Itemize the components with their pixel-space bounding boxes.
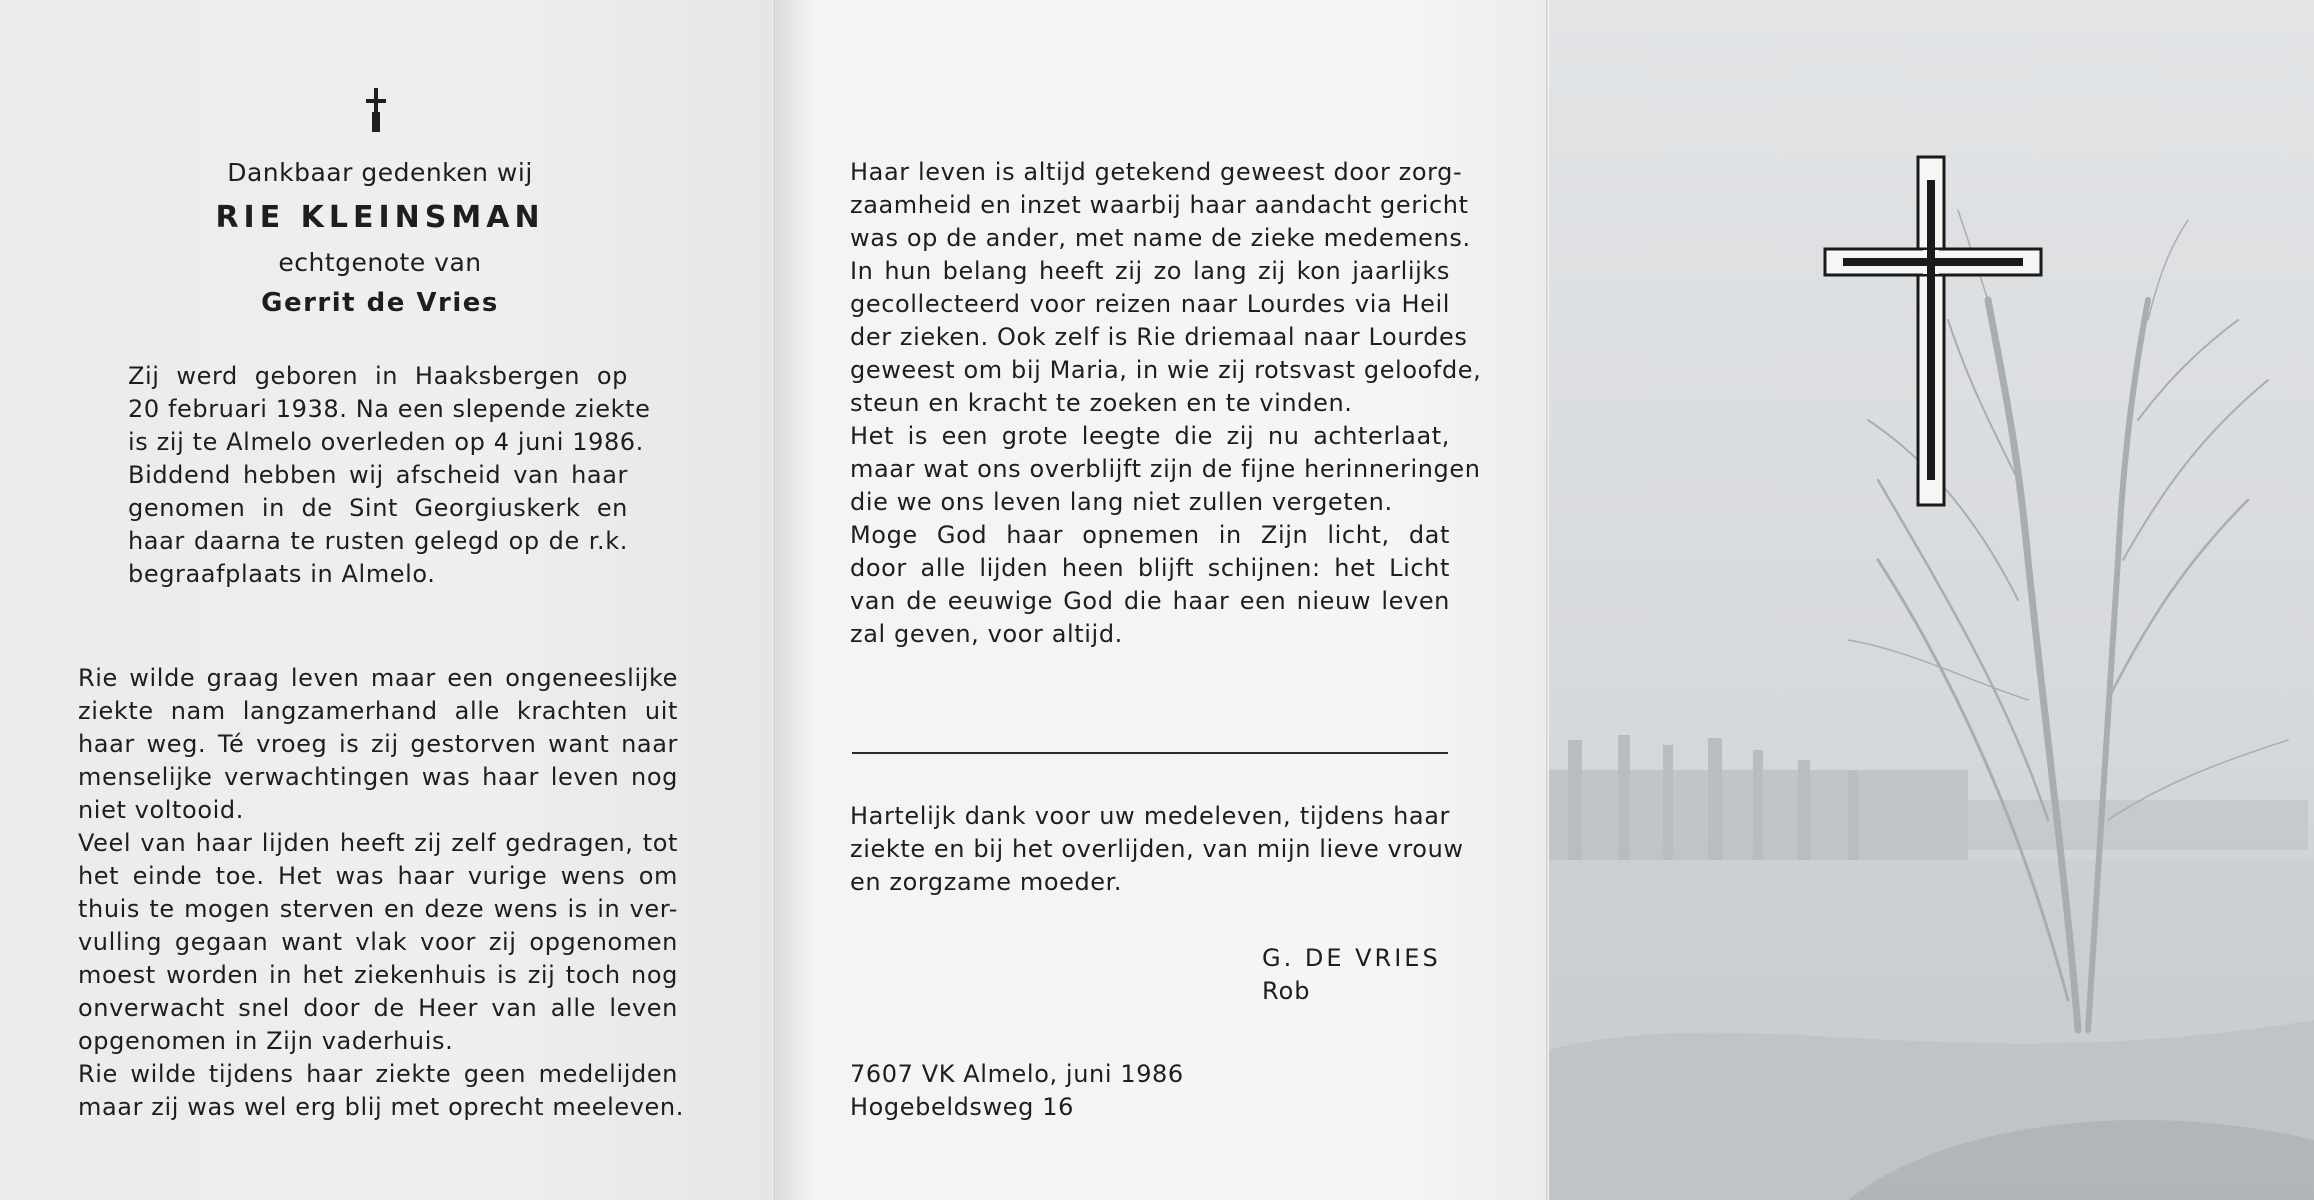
- signature-son: Rob: [1262, 977, 1311, 1005]
- tribute-line: zaamheid en inzet waarbij haar aandacht gericht: [850, 191, 1469, 219]
- deceased-name: RIE KLEINSMAN: [215, 200, 545, 235]
- tribute-line: die we ons leven lang niet zullen vergeten.: [850, 488, 1393, 516]
- story-line: opgenomen in Zijn vaderhuis.: [78, 1027, 454, 1055]
- tribute-line: was op de ander, met name de zieke medemens.: [850, 224, 1471, 252]
- tribute-line: maar wat ons overblijft zijn de fijne herinneringen: [850, 455, 1481, 483]
- tribute-paragraph: [850, 156, 1482, 651]
- address-line: Hogebeldsweg 16: [850, 1093, 1074, 1121]
- tribute-line: Moge God haar opnemen in Zijn licht, dat: [850, 521, 1450, 549]
- relation-line: echtgenote van: [278, 248, 482, 277]
- tribute-line: der zieken. Ook zelf is Rie driemaal naar Lourdes: [850, 323, 1468, 351]
- landscape-image: [1548, 0, 2314, 1200]
- left-panel: [0, 0, 776, 1200]
- small-cross-icon: [366, 88, 386, 132]
- story-line: menselijke verwachtingen was haar leven nog: [78, 763, 678, 791]
- tribute-line: Het is een grote leegte die zij nu achterlaat,: [850, 422, 1450, 450]
- thanks-line: ziekte en bij het overlijden, van mijn lieve vrouw: [850, 835, 1464, 863]
- tribute-line: geweest om bij Maria, in wie zij rotsvast geloofde,: [850, 356, 1482, 384]
- story-line: haar weg. Té vroeg is zij gestorven want naar: [78, 730, 678, 758]
- story-line: niet voltooid.: [78, 796, 244, 824]
- fold-line: [1546, 0, 1549, 1200]
- tribute-line: gecollecteerd voor reizen naar Lourdes via Heil: [850, 290, 1450, 318]
- intro-line: Dankbaar gedenken wij: [227, 158, 533, 187]
- story-line: vulling gegaan want vlak voor zij opgenomen: [78, 928, 678, 956]
- tribute-line: In hun belang heeft zij zo lang zij kon jaarlijks: [850, 257, 1450, 285]
- bio-line: haar daarna te rusten gelegd op de r.k.: [128, 527, 628, 555]
- winter-landscape-photo: [1548, 0, 2314, 1200]
- husband-name: Gerrit de Vries: [261, 288, 499, 318]
- bio-line: Biddend hebben wij afscheid van haar: [128, 461, 628, 489]
- bio-line: 20 februari 1938. Na een slepende ziekte: [128, 395, 651, 423]
- tribute-line: zal geven, voor altijd.: [850, 620, 1123, 648]
- story-line: Veel van haar lijden heeft zij zelf gedragen, tot: [78, 829, 678, 857]
- tribute-line: Haar leven is altijd getekend geweest door zorg-: [850, 158, 1463, 186]
- address-line: 7607 VK Almelo, juni 1986: [850, 1060, 1184, 1088]
- bio-line: Zij werd geboren in Haaksbergen op: [128, 362, 628, 390]
- tribute-line: door alle lijden heen blijft schijnen: het Licht: [850, 554, 1450, 582]
- thanks-line: Hartelijk dank voor uw medeleven, tijdens haar: [850, 802, 1450, 830]
- story-line: maar zij was wel erg blij met oprecht meeleven.: [78, 1093, 684, 1121]
- separator-rule: [852, 752, 1448, 754]
- tribute-line: van de eeuwige God die haar een nieuw leven: [850, 587, 1450, 615]
- story-line: Rie wilde graag leven maar een ongeneeslijke: [78, 664, 678, 692]
- story-line: ziekte nam langzamerhand alle krachten uit: [78, 697, 678, 725]
- thanks-line: en zorgzame moeder.: [850, 868, 1123, 896]
- address-block: [850, 1058, 1250, 1124]
- story-line: Rie wilde tijdens haar ziekte geen medelijden: [78, 1060, 678, 1088]
- bio-line: is zij te Almelo overleden op 4 juni 1986.: [128, 428, 644, 456]
- bio-line: begraafplaats in Almelo.: [128, 560, 436, 588]
- story-line: thuis te mogen sterven en deze wens is in ver-: [78, 895, 678, 923]
- bio-line: genomen in de Sint Georgiuskerk en: [128, 494, 628, 522]
- thanks-paragraph: [850, 800, 1464, 899]
- signature-name: G. DE VRIES: [1262, 944, 1441, 972]
- bio-paragraph: [128, 360, 651, 591]
- story-line: moest worden in het ziekenhuis is zij toch nog: [78, 961, 678, 989]
- tribute-line: steun en kracht te zoeken en te vinden.: [850, 389, 1353, 417]
- story-line: het einde toe. Het was haar vurige wens om: [78, 862, 678, 890]
- story-line: onverwacht snel door de Heer van alle leven: [78, 994, 678, 1022]
- story-paragraph: [78, 662, 684, 1124]
